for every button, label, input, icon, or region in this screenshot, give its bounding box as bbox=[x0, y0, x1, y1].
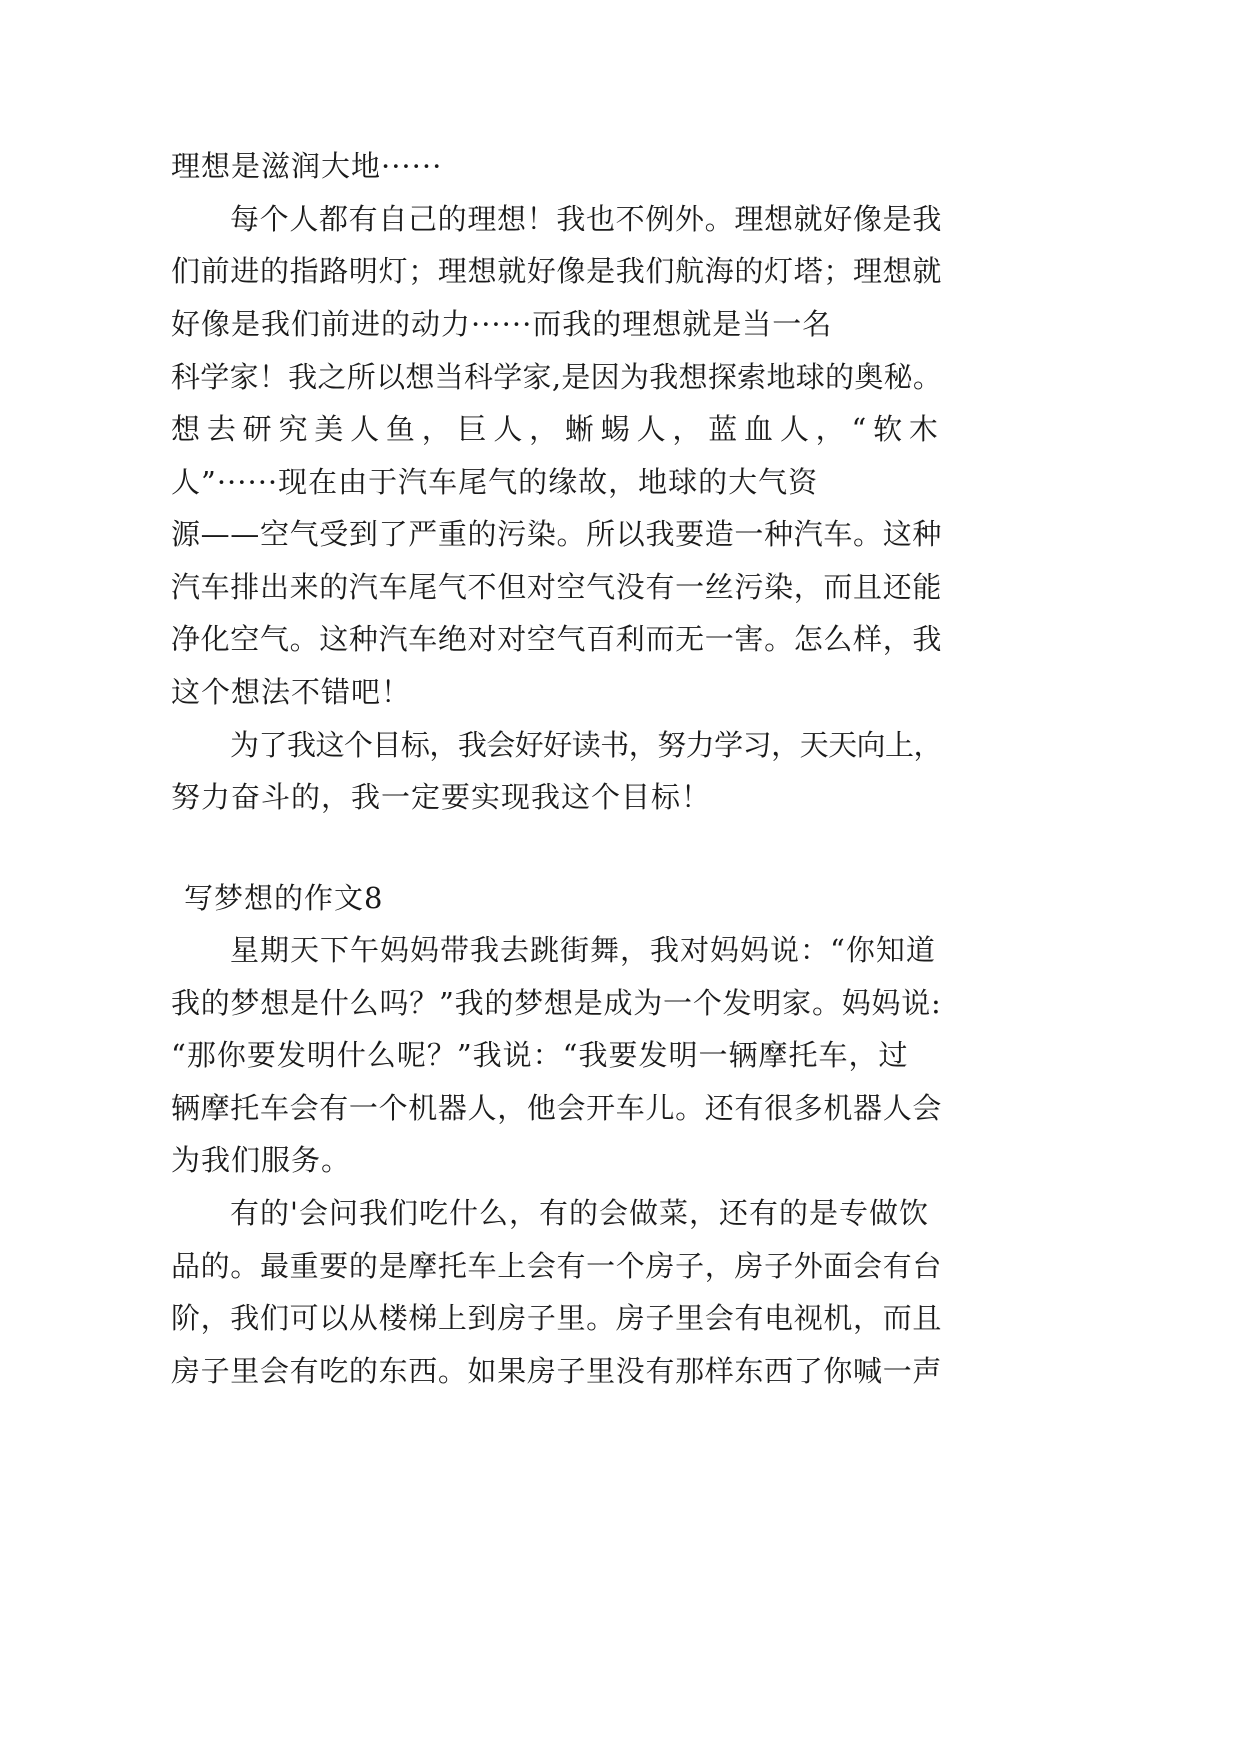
text-char: ， bbox=[529, 412, 559, 446]
text-line: 理想是滋润大地······ bbox=[171, 149, 443, 183]
paragraph-first-line: 有的'会问我们吃什么，有的会做菜，还有的是专做饮 bbox=[230, 1196, 929, 1230]
text-line: 这个想法不错吧！ bbox=[171, 675, 412, 709]
text-line: 房子里会有吃的东西。如果房子里没有那样东西了你喊一声 bbox=[171, 1354, 943, 1388]
text-char: ， bbox=[672, 412, 702, 446]
text-line: “那你要发明什么呢？”我说：“我要发明一辆摩托车，过 bbox=[171, 1038, 909, 1072]
text-char: 美 bbox=[314, 412, 344, 446]
text-line: 净化空气。这种汽车绝对对空气百利而无一害。怎么样，我 bbox=[171, 622, 943, 656]
text-line: 们前进的指路明灯；理想就好像是我们航海的灯塔；理想就 bbox=[171, 254, 943, 288]
essay-heading: 写梦想的作文8 bbox=[184, 881, 384, 915]
text-line: 品的。最重要的是摩托车上会有一个房子，房子外面会有台 bbox=[171, 1249, 943, 1283]
text-char: ， bbox=[815, 412, 845, 446]
text-char: 血 bbox=[744, 412, 774, 446]
text-char: ， bbox=[421, 412, 451, 446]
paragraph-first-line: 星期天下午妈妈带我去跳街舞，我对妈妈说：“你知道 bbox=[230, 933, 936, 967]
text-line-justified bbox=[171, 411, 938, 447]
text-char: 研 bbox=[242, 412, 272, 446]
text-line: 科学家！我之所以想当科学家,是因为我想探索地球的奥秘。 bbox=[171, 360, 943, 394]
text-line: 为我们服务。 bbox=[171, 1143, 352, 1177]
text-char: 究 bbox=[278, 412, 308, 446]
text-line: 辆摩托车会有一个机器人，他会开车儿。还有很多机器人会 bbox=[171, 1091, 943, 1125]
paragraph-first-line: 为了我这个目标，我会好好读书，努力学习，天天向上， bbox=[230, 728, 943, 762]
text-char: 巨 bbox=[457, 412, 487, 446]
text-char: 人 bbox=[350, 412, 380, 446]
text-char: 蜥 bbox=[564, 412, 594, 446]
text-char: 想 bbox=[171, 412, 201, 446]
text-char: “ bbox=[851, 412, 867, 446]
text-char: 蓝 bbox=[708, 412, 738, 446]
text-char: 鱼 bbox=[385, 412, 415, 446]
text-line: 汽车排出来的汽车尾气不但对空气没有一丝污染，而且还能 bbox=[171, 570, 943, 604]
text-char: 人 bbox=[779, 412, 809, 446]
text-char: 人 bbox=[636, 412, 666, 446]
text-line: 阶，我们可以从楼梯上到房子里。房子里会有电视机，而且 bbox=[171, 1301, 943, 1335]
text-char: 软 bbox=[873, 412, 903, 446]
text-char: 蜴 bbox=[600, 412, 630, 446]
text-char: 人 bbox=[493, 412, 523, 446]
text-line: 努力奋斗的，我一定要实现我这个目标！ bbox=[171, 780, 712, 814]
text-line: 我的梦想是什么吗？”我的梦想是成为一个发明家。妈妈说: bbox=[171, 986, 942, 1020]
paragraph-first-line: 每个人都有自己的理想！我也不例外。理想就好像是我 bbox=[230, 202, 943, 236]
text-line: 好像是我们前进的动力······而我的理想就是当一名 bbox=[171, 307, 833, 341]
text-char: 木 bbox=[908, 412, 938, 446]
text-line: 源——空气受到了严重的污染。所以我要造一种汽车。这种 bbox=[171, 517, 943, 551]
text-line: 人”······现在由于汽车尾气的缘故，地球的大气资 bbox=[171, 465, 819, 499]
text-char: 去 bbox=[206, 412, 236, 446]
